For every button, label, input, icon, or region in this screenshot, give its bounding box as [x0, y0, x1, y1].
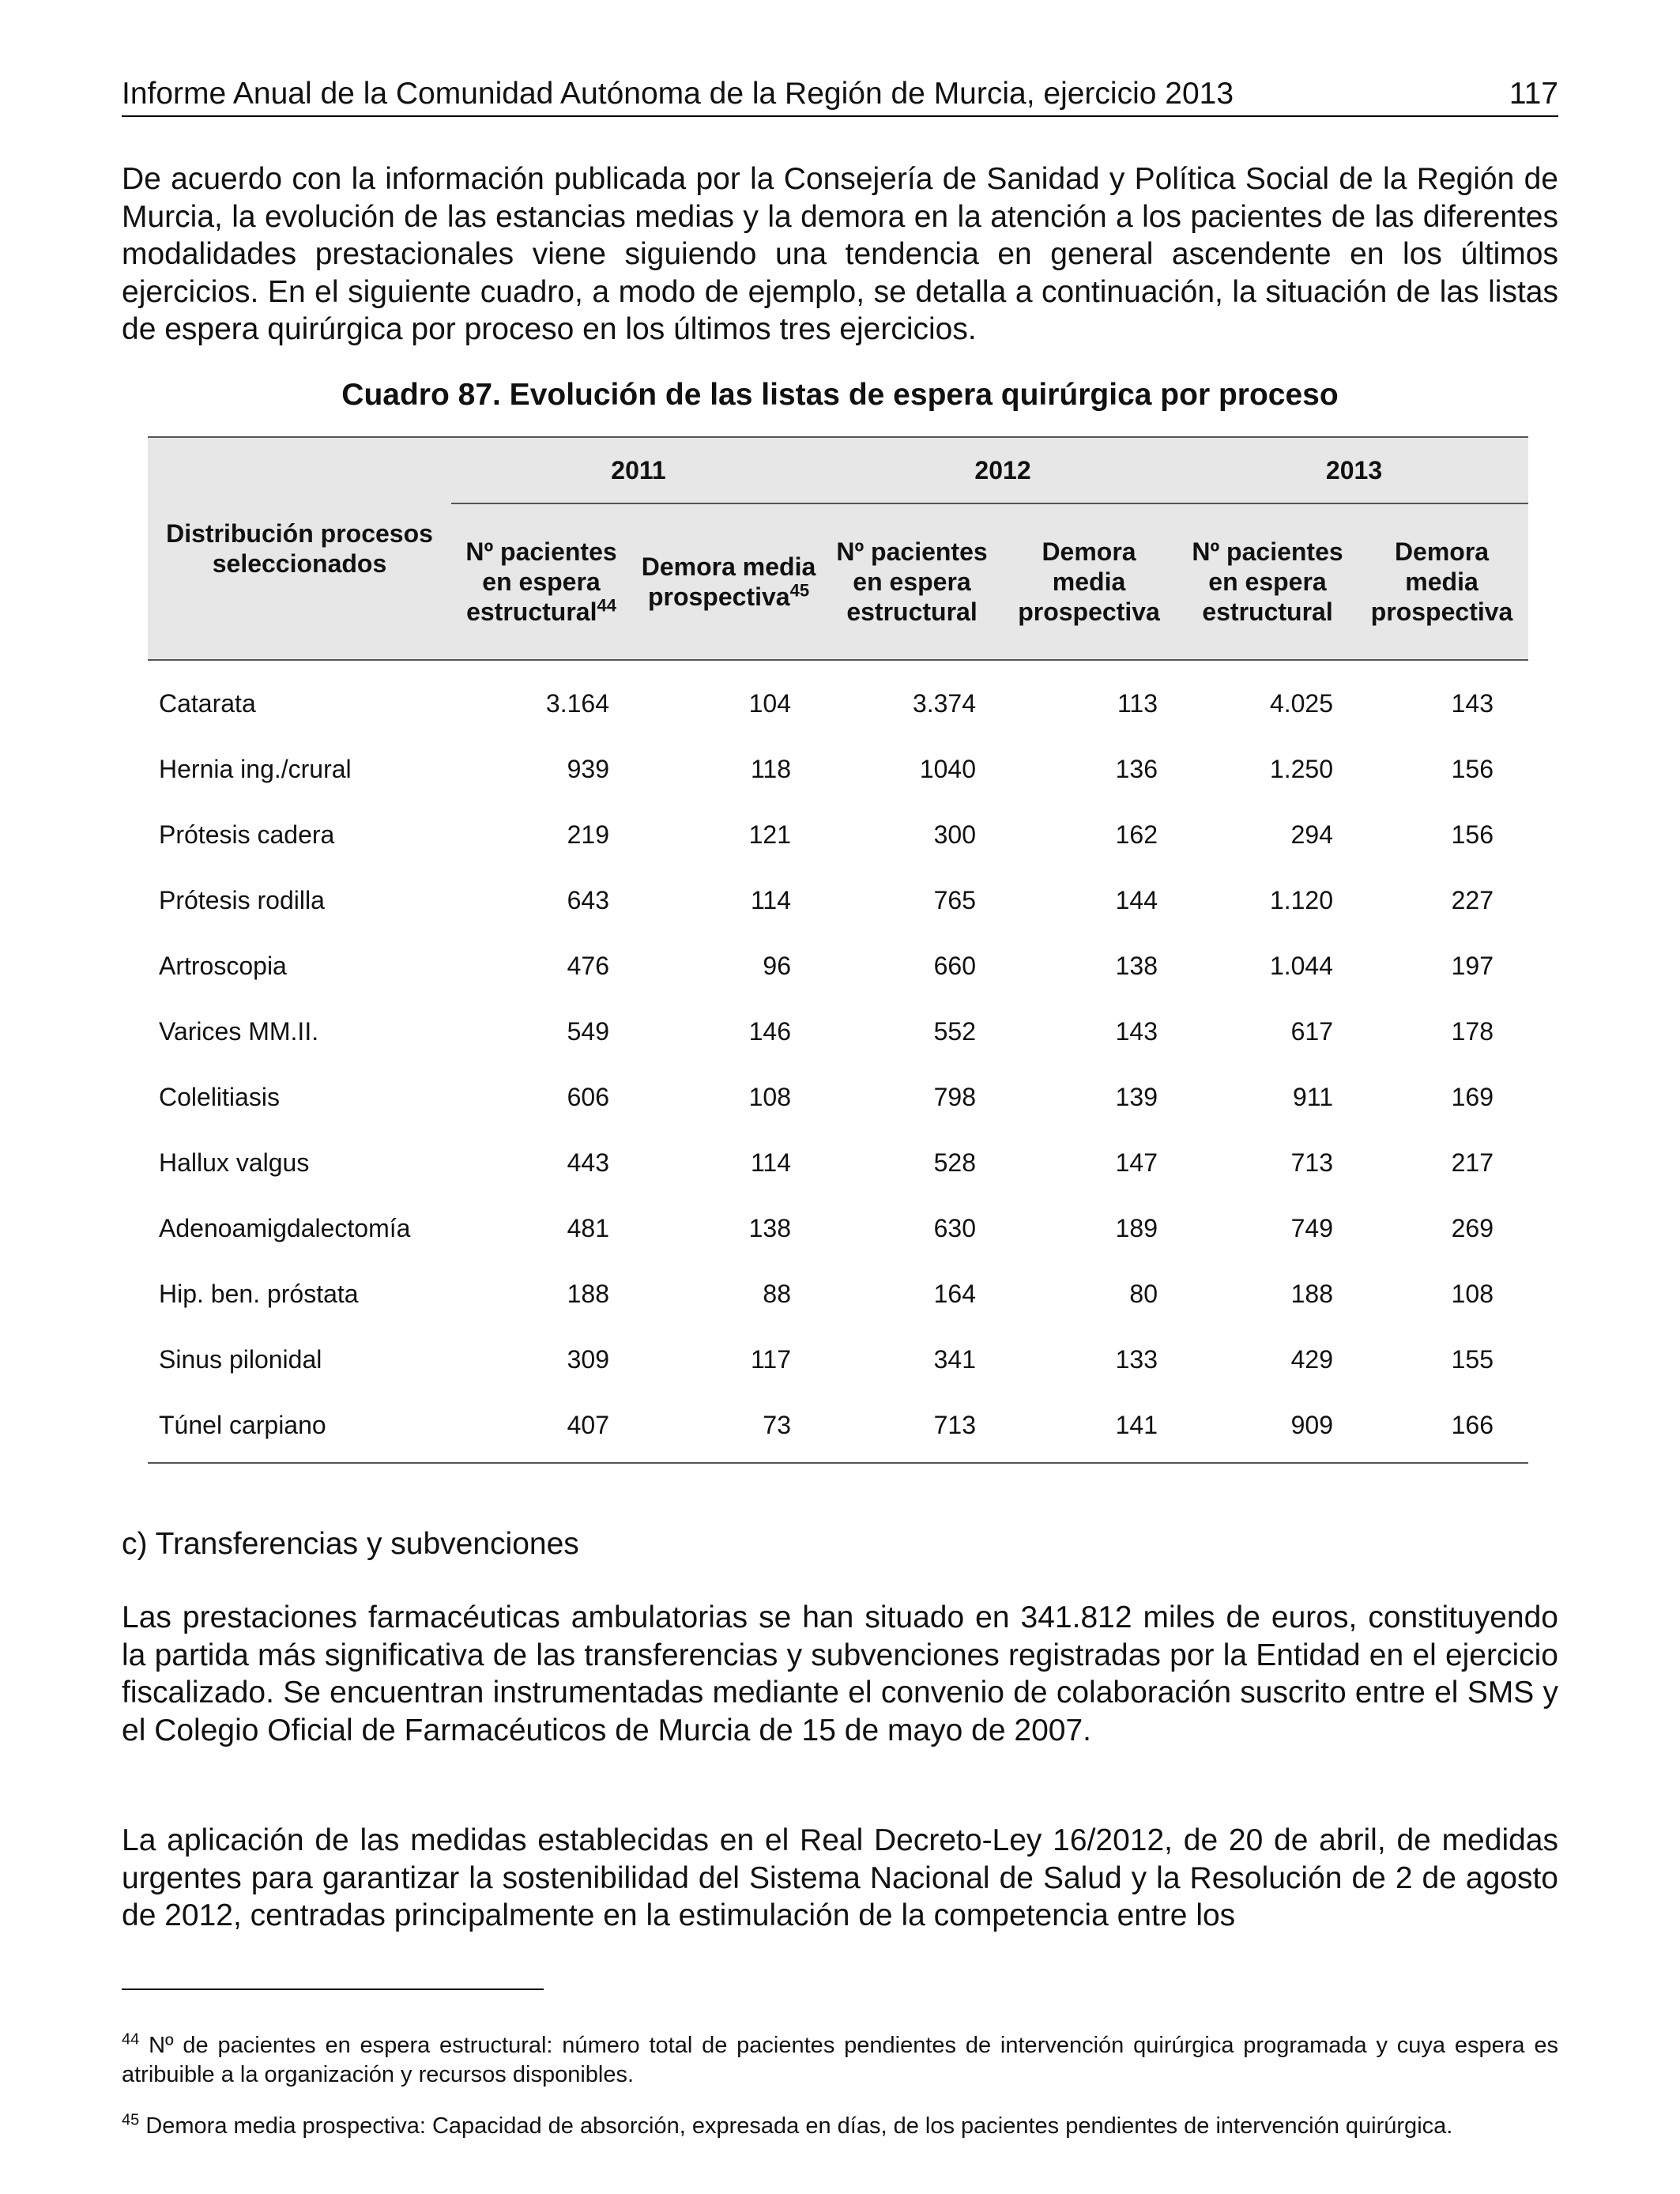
table-cell: 143: [1451, 688, 1494, 718]
table-row: [148, 736, 1528, 801]
table-cell: 219: [567, 820, 609, 849]
table-row: [148, 933, 1528, 998]
table-cell: 118: [751, 754, 792, 783]
footnote-ref-44: 44: [597, 595, 616, 616]
table-cell: 3.374: [912, 688, 977, 718]
table-cell: 939: [567, 754, 609, 783]
year-2011-header: 2011: [451, 437, 826, 503]
table-cell: 121: [748, 820, 792, 849]
table-row: [148, 1261, 1528, 1326]
table-cell: 643: [567, 885, 609, 914]
table-cell: 552: [933, 1016, 977, 1046]
table-cell: 309: [567, 1344, 609, 1374]
table-cell: 909: [1180, 1392, 1355, 1463]
table-cell: 114: [751, 885, 792, 914]
table-cell: 143: [1115, 1016, 1158, 1046]
row-label: Hallux valgus: [159, 1148, 310, 1177]
table-cell: 147: [1115, 1148, 1158, 1177]
table-row: [148, 1326, 1528, 1392]
table-cell: 164: [933, 1279, 977, 1308]
table-row: [148, 867, 1528, 933]
table-cell: 227: [1451, 885, 1494, 914]
year-2013-header: 2013: [1180, 437, 1528, 503]
intro-paragraph: De acuerdo con la información publicada por la Consejería de Sanidad y Política Social de la Región de Murcia, la evolución de las estancias medias y la demora en la atención a los pacientes de las diferentes modalidades prestacionales viene siguiendo una tendencia en general ascendente en los últimos ejercicios. En el siguiente cuadro, a modo de ejemplo, se detalla a continuación, la situación de las listas de espera quirúrgica por proceso en los últimos tres ejercicios.: [122, 162, 1558, 346]
table-row: [148, 1392, 1528, 1463]
table-cell: 197: [1451, 951, 1494, 980]
row-label: Catarata: [159, 688, 256, 718]
row-label: Túnel carpiano: [148, 1392, 451, 1463]
table-cell: 156: [1451, 820, 1494, 849]
table-cell: 481: [567, 1213, 609, 1242]
table-cell: 144: [1115, 885, 1158, 914]
table-cell: 217: [1451, 1148, 1494, 1177]
table-cell: 341: [933, 1344, 977, 1374]
table-year-header-row: [148, 437, 1528, 503]
table-cell: 617: [1290, 1016, 1334, 1046]
table-cell: 300: [933, 820, 977, 849]
table-cell: 429: [1290, 1344, 1334, 1374]
table-cell: 138: [1115, 951, 1158, 980]
table-row: [148, 1064, 1528, 1129]
table-cell: 73: [631, 1392, 826, 1463]
col-2011-patients: Nº pacientes en espera estructural$^{44}$: [451, 503, 631, 660]
table-cell: 104: [748, 688, 792, 718]
table-cell: 1040: [919, 754, 977, 783]
table-cell: 630: [933, 1213, 977, 1242]
table-caption: Cuadro 87. Evolución de las listas de espera quirúrgica por proceso: [341, 378, 1339, 412]
table-cell: 476: [567, 951, 609, 980]
table-cell: 80: [1129, 1279, 1158, 1308]
table-row: [148, 1129, 1528, 1195]
row-header: Distribución procesos seleccionados: [148, 437, 451, 660]
footnote-mark: 44: [122, 2030, 140, 2049]
table-cell: 96: [763, 951, 792, 980]
table-cell: 141: [998, 1392, 1180, 1463]
table-cell: 269: [1451, 1213, 1494, 1242]
table-cell: 117: [751, 1344, 792, 1374]
col-2012-patients: Nº pacientes en espera estructural: [826, 503, 998, 660]
footnote-divider: [122, 1989, 544, 1990]
table-cell: 660: [933, 951, 977, 980]
table-body: [148, 660, 1528, 1463]
table-cell: 138: [748, 1213, 792, 1242]
row-label: Artroscopia: [159, 951, 287, 980]
table-cell: 407: [451, 1392, 631, 1463]
table-cell: 1.250: [1269, 754, 1334, 783]
paragraph-3: La aplicación de las medidas establecidas en el Real Decreto-Ley 16/2012, de 20 de abril, de medidas urgentes para garantizar la sostenibilidad del Sistema Nacional de Salud y la Resolución de 2 de agosto de 2012, centradas principalmente en la estimulación de la competencia entre los: [122, 1823, 1558, 1932]
table-cell: 549: [567, 1016, 609, 1046]
section-title: c) Transferencias y subvenciones: [122, 1527, 579, 1561]
table-cell: 765: [933, 885, 977, 914]
table-cell: 528: [933, 1148, 977, 1177]
table-cell: 133: [1115, 1344, 1158, 1374]
row-label: Varices MM.II.: [159, 1016, 319, 1046]
footnote-mark: 45: [122, 2111, 140, 2129]
table-cell: 749: [1290, 1213, 1334, 1242]
header-title: Informe Anual de la Comunidad Autónoma de la Región de Murcia, ejercicio 2013: [122, 77, 1234, 111]
table-cell: 88: [763, 1279, 792, 1308]
table-cell: 713: [1290, 1148, 1334, 1177]
table-cell: 146: [748, 1016, 792, 1046]
table-cell: 166: [1355, 1392, 1528, 1463]
row-label: Colelitiasis: [159, 1082, 280, 1111]
table-cell: 713: [826, 1392, 998, 1463]
waiting-list-table: [148, 436, 1528, 1464]
col-2013-patients: Nº pacientes en espera estructural: [1180, 503, 1355, 660]
year-2012-header: 2012: [826, 437, 1180, 503]
table-cell: 1.120: [1269, 885, 1334, 914]
table-cell: 294: [1290, 820, 1334, 849]
table-cell: 136: [1115, 754, 1158, 783]
table-row: [148, 660, 1528, 736]
row-label: Hernia ing./crural: [159, 754, 352, 783]
paragraph-2: Las prestaciones farmacéuticas ambulatorias se han situado en 341.812 miles de euros, constituyendo la partida más significativa de las transferencias y subvenciones registradas por la Entidad en el ejercicio fiscalizado. Se encuentran instrumentadas mediante el convenio de colaboración suscrito entre el SMS y el Colegio Oficial de Farmacéuticos de Murcia de 15 de mayo de 2007.: [122, 1600, 1558, 1747]
row-label: Prótesis cadera: [159, 820, 335, 849]
table-row: [148, 1195, 1528, 1261]
footnote-44: $^{44}$ Nº de pacientes en espera estructural: número total de pacientes pendientes de intervención quirúrgica programada y cuya espera es atribuible a la organización y recursos disponibles.: [122, 2030, 1558, 2087]
table-cell: 3.164: [545, 688, 609, 718]
page-number: 117: [1509, 77, 1558, 111]
table-cell: 162: [1115, 820, 1158, 849]
table-row: [148, 801, 1528, 867]
table-cell: 114: [751, 1148, 792, 1177]
table-cell: 606: [567, 1082, 609, 1111]
table-cell: 4.025: [1269, 688, 1334, 718]
table-cell: 443: [567, 1148, 609, 1177]
table-row: [148, 998, 1528, 1064]
running-header: [122, 76, 1558, 117]
table-cell: 156: [1451, 754, 1494, 783]
table-cell: 108: [748, 1082, 792, 1111]
table-cell: 113: [1117, 688, 1158, 718]
table-cell: 798: [933, 1082, 977, 1111]
row-label: Sinus pilonidal: [159, 1344, 322, 1374]
table-cell: 188: [1290, 1279, 1334, 1308]
row-label: Adenoamigdalectomía: [159, 1213, 411, 1242]
table-cell: 108: [1451, 1279, 1494, 1308]
row-label: Prótesis rodilla: [159, 885, 325, 914]
col-2011-delay: Demora media prospectiva$^{45}$: [631, 503, 826, 660]
table-cell: 139: [1115, 1082, 1158, 1111]
col-2013-delay: Demora media prospectiva: [1355, 503, 1528, 660]
table-cell: 169: [1451, 1082, 1494, 1111]
table-cell: 155: [1451, 1344, 1494, 1374]
table-cell: 189: [1115, 1213, 1158, 1242]
col-2012-delay: Demora media prospectiva: [998, 503, 1180, 660]
table-cell: 911: [1293, 1082, 1334, 1111]
row-label: Hip. ben. próstata: [159, 1279, 359, 1308]
table-cell: 1.044: [1269, 951, 1334, 980]
table-cell: 188: [567, 1279, 609, 1308]
table-cell: 178: [1451, 1016, 1494, 1046]
footnote-ref-45: 45: [789, 580, 810, 601]
footnote-45: $^{45}$ Demora media prospectiva: Capacidad de absorción, expresada en días, de los pacientes pendientes de intervención quirúrgica.: [122, 2111, 1453, 2139]
